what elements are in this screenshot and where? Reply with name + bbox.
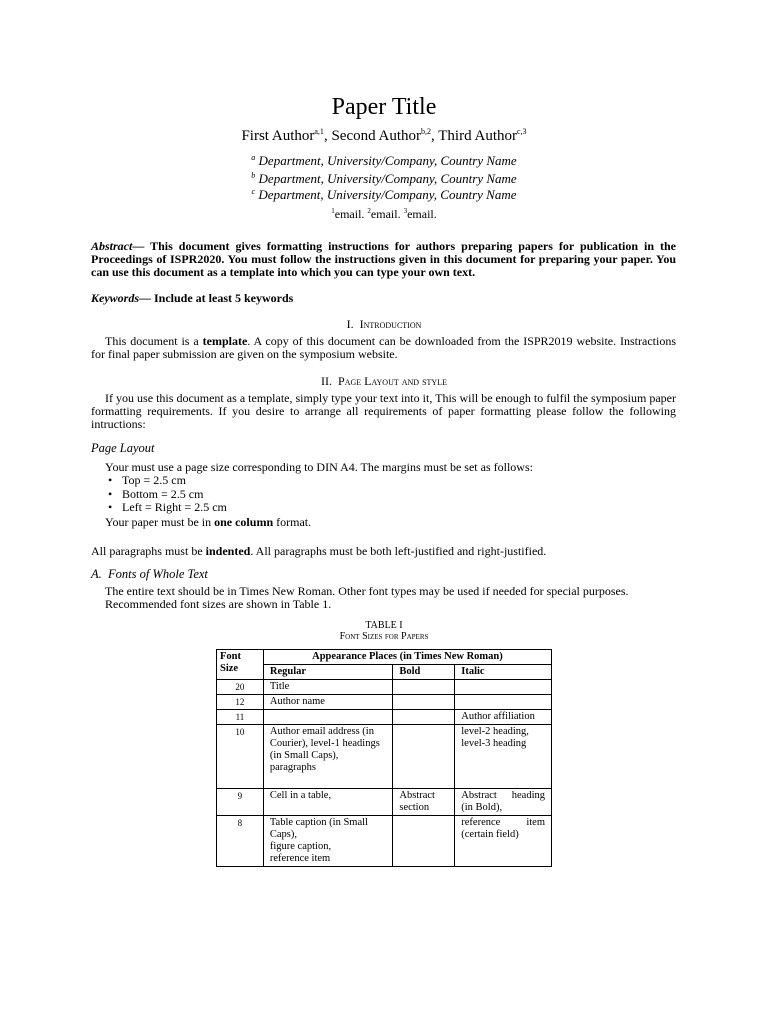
cell-regular: Author email address (in Courier), level-1 headings (in Small Caps), paragraphs — [263, 725, 393, 789]
table-row — [217, 725, 552, 789]
cell-italic — [455, 695, 552, 710]
email-2-sup: 2 — [367, 207, 371, 215]
author-first-sup: a,1 — [314, 127, 324, 136]
page-layout-paragraph: If you use this document as a template, simply type your text into it, This will be enough to fulfil the symposium paper formatting requirements. If you desire to arrange all requirements of paper formatting please follow the following intructions: — [91, 391, 676, 431]
cell-bold — [393, 816, 455, 867]
indented-text-end: . All paragraphs must be both left-justified and right-justified. — [250, 544, 547, 558]
table-subheader-row — [217, 665, 552, 680]
page-size-paragraph: Your must use a page size corresponding to DIN A4. The margins must be set as follows: — [105, 460, 533, 474]
indented-bold: indented — [205, 544, 251, 558]
bullet-icon: • — [108, 500, 113, 514]
fonts-paragraph: The entire text should be in Times New Roman. Other font types may be used if needed for special purposes. Recommended font sizes are shown in Table 1. — [105, 584, 629, 611]
table-row — [217, 816, 552, 867]
list-item — [105, 488, 227, 502]
abstract-dash: — — [132, 239, 151, 253]
table-label: TABLE I — [365, 620, 403, 631]
keywords-text: Include at least 5 keywords — [154, 291, 294, 305]
subheading-page-layout: Page Layout — [91, 441, 155, 455]
cell-bold — [393, 710, 455, 725]
list-item-text: Top = 2.5 cm — [122, 473, 186, 487]
cell-italic: reference item (certain field) — [455, 816, 552, 867]
abstract — [91, 240, 676, 279]
subheading-number: A. — [91, 567, 102, 581]
header-italic: Italic — [455, 665, 552, 680]
cell-size: 9 — [217, 789, 264, 816]
introduction-paragraph — [91, 335, 676, 361]
cell-size: 8 — [217, 816, 264, 867]
email-1: email. — [334, 207, 368, 221]
keywords-dash: — — [139, 291, 154, 305]
affiliation-a-sup: a — [251, 153, 256, 162]
email-3-sup: 3 — [403, 207, 408, 215]
list-item — [105, 501, 227, 515]
cell-regular: Title — [263, 680, 393, 695]
list-item — [105, 474, 227, 488]
section-title: Page Layout and style — [338, 374, 447, 388]
affiliation-a-text: Department, University/Company, Country Name — [258, 153, 517, 168]
author-third-sup: c,3 — [517, 127, 527, 136]
intro-text-start: This document is a — [105, 334, 203, 348]
cell-size: 12 — [217, 695, 264, 710]
cell-italic: Abstract heading (in Bold), — [455, 789, 552, 816]
table-row — [217, 789, 552, 816]
section-title: Introduction — [359, 317, 422, 331]
intro-text-end: . A copy of this document can be downloaded from the ISPR2019 website. Instractions for final paper submission are given on the symposium website. — [91, 334, 677, 361]
column-bold: one column — [214, 515, 274, 529]
cell-regular: Table caption (in Small Caps), figure caption, reference item — [263, 816, 393, 867]
list-item-text: Bottom = 2.5 cm — [122, 486, 204, 501]
margin-list — [105, 474, 227, 515]
header-font-size: Font Size — [217, 650, 264, 680]
keywords — [91, 292, 676, 305]
author-second-sup: b,2 — [421, 127, 432, 136]
cell-size: 10 — [217, 725, 264, 789]
section-heading-page-layout — [0, 374, 768, 389]
subheading-fonts — [91, 567, 208, 582]
abstract-text: This document gives formatting instructions for authors preparing papers for publication in the Proceedings of ISPR2020. You must follow the instructions given in this document for preparing your paper. You can use this document as a template into which you can type your own text. — [91, 239, 676, 279]
affiliation-c-text: Department, University/Company, Country Name — [258, 187, 517, 202]
author-second: Second Author — [331, 128, 422, 144]
author-third: Third Author — [438, 128, 517, 144]
affiliation-c-sup: c — [251, 187, 256, 196]
column-format-paragraph — [105, 516, 676, 529]
cell-regular: Author name — [263, 695, 393, 710]
email-line — [0, 207, 768, 222]
author-first: First Author — [241, 128, 315, 144]
author-sep: , — [323, 128, 332, 144]
list-item-text: Left = Right = 2.5 cm — [122, 500, 227, 514]
cell-bold — [393, 680, 455, 695]
cell-bold: Abstract section — [393, 789, 455, 816]
table-row — [217, 710, 552, 725]
indented-paragraph — [91, 545, 676, 558]
cell-italic: level-2 heading, level-3 heading — [455, 725, 552, 789]
indented-text-start: All paragraphs must be — [91, 544, 206, 558]
cell-italic: Author affiliation — [455, 710, 552, 725]
column-text-start: Your paper must be in — [105, 515, 215, 529]
email-2: email. — [370, 207, 404, 221]
abstract-label: Abstract — [91, 239, 133, 253]
bullet-icon: • — [108, 473, 113, 487]
affiliation-b-sup: b — [251, 171, 256, 180]
keywords-label: Keywords — [91, 291, 139, 305]
bullet-icon: • — [108, 486, 113, 501]
cell-regular — [263, 710, 393, 725]
email-1-sup: 1 — [331, 207, 335, 215]
section-number: II. — [321, 374, 333, 388]
cell-size: 20 — [217, 680, 264, 695]
table-caption: Font Sizes for Papers — [339, 631, 429, 642]
affiliation-c — [0, 187, 768, 203]
author-sep: , — [431, 128, 439, 144]
cell-size: 11 — [217, 710, 264, 725]
affiliation-a — [0, 153, 768, 169]
subheading-text: Fonts of Whole Text — [108, 567, 208, 581]
cell-regular: Cell in a table, — [263, 789, 393, 816]
email-3: email. — [407, 207, 437, 221]
table-row — [217, 680, 552, 695]
cell-italic — [455, 680, 552, 695]
section-number: I. — [346, 317, 354, 331]
cell-bold — [393, 725, 455, 789]
author-line — [0, 128, 768, 145]
paper-title: Paper Title — [331, 94, 437, 120]
intro-template-word: template — [202, 334, 248, 348]
header-appearance-places: Appearance Places (in Times New Roman) — [263, 650, 551, 665]
font-sizes-table — [216, 649, 552, 867]
table-header-row — [217, 650, 552, 665]
header-regular: Regular — [263, 665, 393, 680]
section-heading-introduction — [0, 317, 768, 332]
header-bold: Bold — [393, 665, 455, 680]
affiliation-b — [0, 171, 768, 187]
column-text-end: format. — [273, 515, 312, 529]
affiliation-b-text: Department, University/Company, Country Name — [258, 171, 517, 186]
table-row — [217, 695, 552, 710]
cell-bold — [393, 695, 455, 710]
